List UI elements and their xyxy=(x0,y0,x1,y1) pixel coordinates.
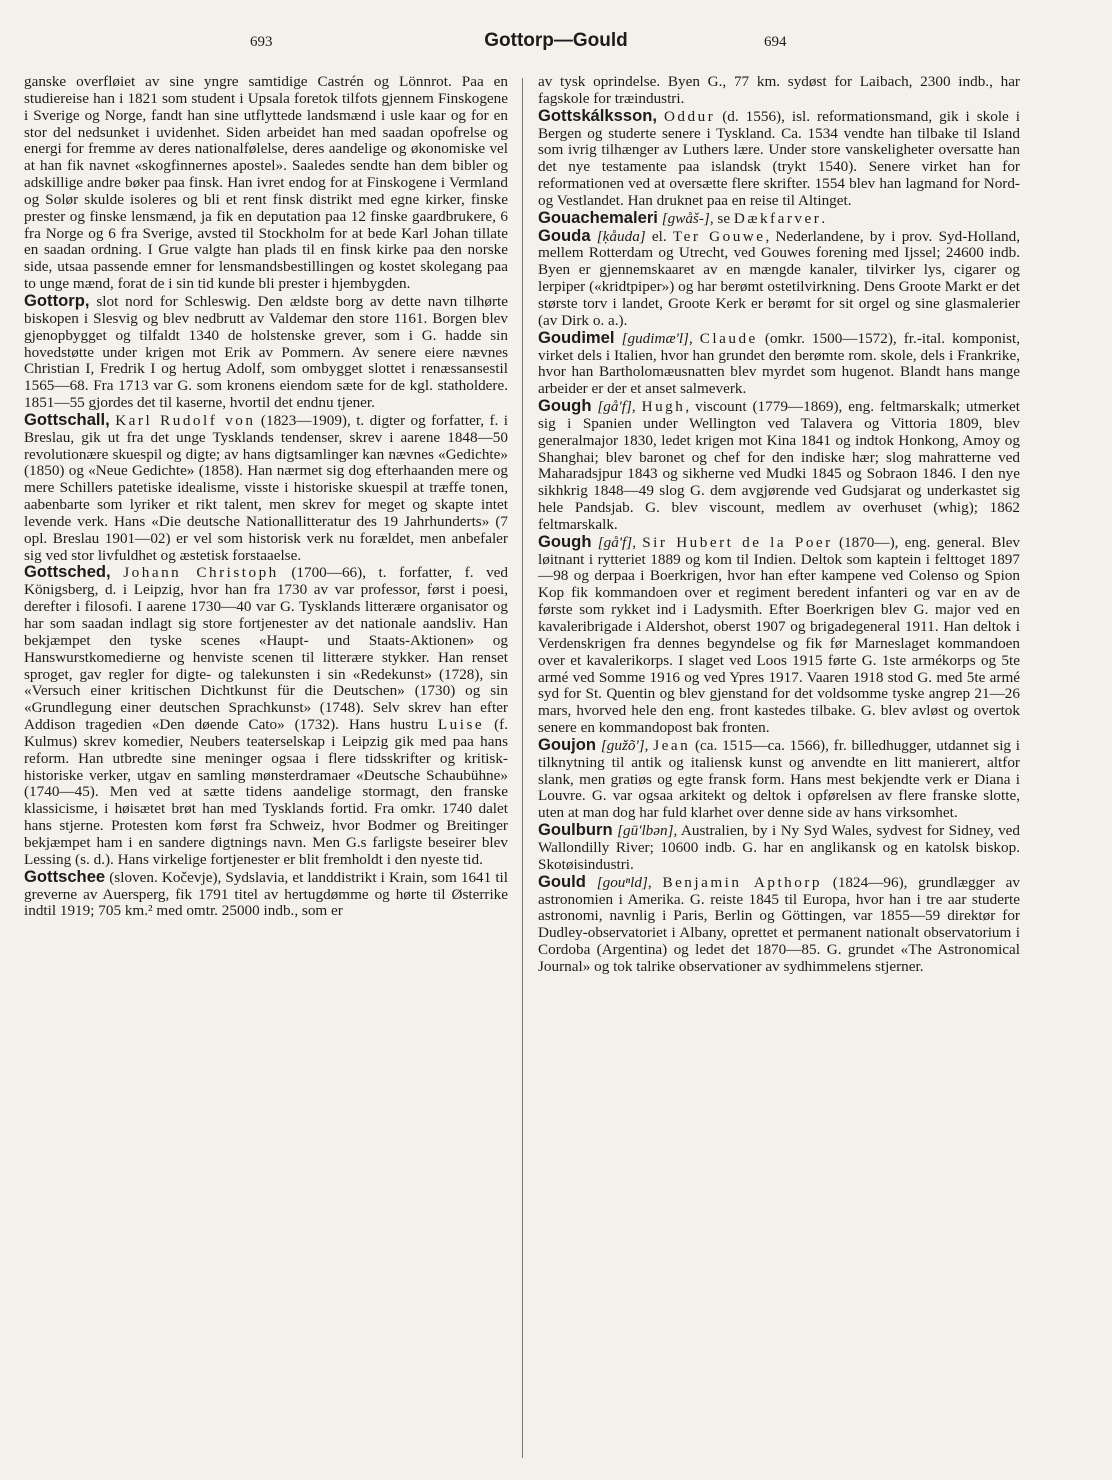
person-name: Johann Christoph xyxy=(123,564,279,582)
entry-gough-hubert xyxy=(538,531,1020,737)
entry-text: , Nederlandene, by i prov. Syd-Holland, mellem Rotterdam og Utrecht, ved Gouwes forening med Ijssel; 24600 indb. Byen er gjennemskaaret av en mængde kanaler, tilvirker lys, cigarer og lerpiper («kridtpiper») og har berømt ostetilvirkning. Dens Groote Markt er det største torv i landet, Groote Kerk er berømt for sit orgel og sine glasmalerier (av Dirk o. a.). xyxy=(538,227,1020,329)
cross-reference: Dækfarver xyxy=(733,209,822,227)
entry-text: (omkr. 1500—1572), fr.-ital. komponist, virket dels i Italien, hvor han grundet den berømte rom. skole, dels i Frankrike, hvor han Bartholomæusnatten blev myrdet som hugenot. Blandt hans mange arbeider er der et anset salmeverk. xyxy=(538,329,1020,398)
entry-text: (1823—1909), t. digter og forfatter, f. i Breslau, gik ut fra det unge Tysklands tendenser, skrev i aarene 1848—50 revolutionære skuespil og digte; av hans digtsamlinger kan nævnes «Gedichte» (1850) og «Neue Gedichte» (1858). Han nærmet sig dog efterhaanden mere og mere Schillers patetiske idealisme, visste i historiske skuespil at træffe tonen, aabenbarte som lyriker et rikt talent, men skrev for meget og skapte intet levende verk. Hans «Die deutsche Nationallitteratur des 19 Jahrhunderts» (7 opl. Breslau 1901—02) er vel som historisk verk nu forældet, men anbefaler sig ved stor livfuldhet og æstetisk forstaaelse. xyxy=(24,411,508,564)
headword: Goulburn xyxy=(538,820,613,840)
entry-text: (1824—96), grundlægger av astronomien i Amerika. G. reiste 1845 til Europa, hvor han i tre aar studerte astronomi, navnlig i Paris, Berlin og Göttingen, var 1855—59 direktør for Dudley-observatoriet i Albany, oprettet et permanent nationalt observatorium i Cordoba (Argentina) og ledet det 1870—85. G. grundet «The Astronomical Journal» og tok talrike observationer av sydhimmelens stjerner. xyxy=(538,873,1020,975)
entry-goujon xyxy=(538,734,1020,822)
person-name: Sir Hubert de la Poer xyxy=(642,533,833,551)
pronunciation: [gwåš-] xyxy=(661,209,710,227)
headword: Gouda xyxy=(538,225,591,245)
pronunciation: [ḳåuda] xyxy=(596,227,646,245)
entry-goudimel xyxy=(538,327,1020,398)
headword: Gottskálksson, xyxy=(538,105,657,125)
entry-gottskalksson xyxy=(538,105,1020,210)
pronunciation: [gå'f] xyxy=(597,533,633,551)
entry-text: slot nord for Schleswig. Den ældste borg av dette navn tilhørte biskopen i Slesvig og blev nedbrutt av Valdemar den store 1161. Borgen blev gjenopbygget og tilfaldt 1340 de holstenske grever, som i G. hadde sin hovedstøtte under krigen mot Erik av Pommern. Av senere eiere nævnes Christian I, Fredrik I og hertug Adolf, som ombygget slottet i renæssansestil 1565—68. Fra 1713 var G. som kronens eiendom sæte for de kgl. statholdere. 1851—55 gjordes det til kaserne, hvortil det endnu tjener. xyxy=(24,292,508,412)
person-name: Claude xyxy=(699,329,758,347)
entry-text: , xyxy=(644,736,654,754)
column-divider xyxy=(522,78,523,1458)
right-page-number: 694 xyxy=(764,34,787,50)
headword: Gottorp, xyxy=(24,290,90,310)
headword: Gough xyxy=(538,531,592,551)
entry-text: el. xyxy=(645,227,673,245)
entry-gould xyxy=(538,871,1020,976)
headword: Gottschee xyxy=(24,866,106,886)
entry-text: (sloven. Kočevje), Sydslavia, et landdistrikt i Krain, som 1641 til greverne av Auersperg, fik 1791 titel av hertugdømme og hørte til Østerrike indtil 1919; 705 km.² med omtr. 25000 indb., som er xyxy=(24,868,508,920)
pronunciation: [gouⁿld] xyxy=(596,873,648,891)
entry-text: (f. Kulmus) skrev komedier, Neubers teaterselskap i Leipzig gik med paa hans reform. Han utbredte sine meninger ogsaa i flere tidsskrifter og kritisk-historiske verker, utgav en samling mønsterdramaer «Deutsche Schaubühne» (1740—45). Men ved at sætte tidens aandelige stormagt, den franske klassicisme, i høisætet brøt han med Tysklands fortid. Fra omkr. 1740 dalet hans stjerne. Protesten kom først fra Schweiz, hvor Bodmer og Breitinger bekjæmpet ham i en sandere digtnings navn. Men G.s farligste beseirer blev Lessing (s. d.). Hans virkelige fortjenester er blit fremholdt i den nyeste tid. xyxy=(24,716,508,868)
headword: Goudimel xyxy=(538,327,615,347)
left-column xyxy=(24,74,508,1469)
right-column xyxy=(538,74,1020,1469)
entry-gottsched xyxy=(24,564,508,868)
continuation-text: av tysk oprindelse. Byen G., 77 km. sydøst for Laibach, 2300 indb., har fagskole for træindustri. xyxy=(538,74,1020,107)
page-header xyxy=(0,30,1112,60)
headword: Goujon xyxy=(538,734,597,754)
headword: Gouachemaleri xyxy=(538,207,658,227)
entry-text: , viscount (1779—1869), eng. feltmarskalk; utmerket sig i Spanien under Wellington ved Talavera og Vittoria 1809, blev generalmajor 1830, ledet krigen mot Kina 1841 og indtok Honkong, Amoy og Shanghai; blev baronet og chef for den indiske hær; slog mahratterne ved Maharadsjpur 1843 og sikherne ved Mudki 1845 og Sobraon 1846. I den nye sikhkrig 1848—49 slog G. dem avgjørende ved Gudsjarat og underkastet sig hele Pandsjab. G. blev viscount, medlem av overhuset (whig); 1862 feltmarskalk. xyxy=(538,398,1020,533)
pronunciation: [gū'lbən] xyxy=(617,822,674,840)
headword: Gottsched, xyxy=(24,562,111,582)
pronunciation: [gå'f] xyxy=(597,398,632,416)
entry-text: , Australien, by i Ny Syd Wales, sydvest for Sidney, ved Wallondilly River; 10600 indb. G. har en anglikansk og en katolsk biskop. Skotøisindustri. xyxy=(538,822,1020,873)
entry-text: (1700—66), t. forfatter, f. ved Königsberg, d. i Leipzig, hvor han fra 1730 av var professor, først i poesi, derefter i filosofi. I aarene 1730—40 var G. Tysklands litterære organisator og har som saadan indlagt sig store fortjenester av det nationale aandsliv. Han bekjæmpet den tyske scenes «Haupt- und Staats-Aktionen» og Hanswurstkomedierne og henviste scenen til litterære stykker. Han renset sproget, gav regler for digte- og talekunsten i sin «Redekunst» (1728), sin «Versuch einer kritischen Dichtkunst für die Deutschen» (1730) og sin «Grundlegung einer deutschen Sprachkunst» (1748). Selv skrev han efter Addison tragedien «Den døende Cato» (1732). Hans hustru xyxy=(24,564,508,734)
entry-text: , xyxy=(647,873,663,891)
entry-gough-hugh xyxy=(538,398,1020,534)
person-name: Jean xyxy=(653,736,691,754)
pronunciation: [gudimæ'l] xyxy=(621,329,689,347)
entry-text: . xyxy=(821,209,826,227)
person-name: Luise xyxy=(437,716,485,734)
entry-gouachemaleri xyxy=(538,207,1020,228)
pronunciation: [gužõ'] xyxy=(600,736,645,754)
person-name: Hugh xyxy=(641,398,686,416)
person-name: Karl Rudolf von xyxy=(115,411,256,429)
entry-text: (1870—), eng. general. Blev løitnant i rytteriet 1889 og kom til Indien. Deltok som kaptein i felttoget 1897—98 og derpaa i Boerkrigen, hvor han efter kampene ved Colenso og Spion Kop fik kommandoen over et regiment beredent infanteri og var en av de første som rykket ind i Ladysmith. Efter Boerkrigen blev G. major ved en kavaleribrigade i Aldershot, oberst 1907 og brigadegeneral 1911. Han deltok i Verdenskrigen fra dennes begyndelse og fik før Marneslaget kommandoen over et kavalerikorps. I slaget ved Loos 1915 førte G. 1ste armékorps og 5te armé ved Somme 1916 og ved Ypres 1917. Vaaren 1918 stod G. med 5te armé syd for St. Quentin og blev gjenstand for det voldsomme tyske angrep 21—26 mars, hvorved hele den eng. front kastedes tilbake. G. blev avløst og overtok senere en kommandopost bak fronten. xyxy=(538,533,1020,737)
entry-text: , xyxy=(631,398,642,416)
entry-goulburn xyxy=(538,822,1020,874)
entry-gottschee xyxy=(24,866,508,921)
headword: Gould xyxy=(538,871,586,891)
entry-text: , xyxy=(632,533,643,551)
entry-gottorp xyxy=(24,290,508,412)
page-title: Gottorp—Gould xyxy=(484,30,628,51)
entry-gouda xyxy=(538,225,1020,330)
continuation-text: ganske overfløiet av sine yngre samtidige Castrén og Lönnrot. Paa en studiereise han i 1821 som student i Upsala foretok tilfots gjennem Finskogene i Sverige og Norge, fandt han sine utflyttede landsmænd i usle kaar og for en stor del nedsunket i uvidenhet. Siden arbeidet han med saadan opofrelse og energi for fremme av deres nationalfølelse, deres aandelige og økonomiske vel at han fik navnet «skogfinnernes apostel». Saaledes sendte han dem bibler og adskillige andre bøker paa finsk. Han ivret endog for at Finskogene i Vermland og Solør skulde isoleres og bli et rent finsk distrikt med egne kirker, finske prester og finske lensmænd, ja fik en deputation paa 12 finske gaardbrukere, 6 fra Norge og 6 fra Sverige, avsted til Stockholm for at bede Karl Johan tillate en saadan ordning. I Grue valgte han plads til en finsk kirke paa den norske side, utsaa passende emner for lensmandsbestillingen og kostet skolegang paa to unge mænd, forat de i sin tid kunde bli prester i hjembygden. xyxy=(24,74,508,293)
entry-text: (d. 1556), isl. reformationsmand, gik i skole i Bergen og studerte senere i Tyskland. Ca. 1534 vendte han tilbake til Island som ivrig tilhænger av Luthers lære. Under store vanskeligheter oversatte han det nye testamente paa islandsk (trykt 1540). Senere virket han for reformationen ved at oversætte flere skrifter. 1554 blev han lagmand for Nord- og Vestlandet. Han druknet paa en reise til Altinget. xyxy=(538,107,1020,209)
alt-name: Ter Gouwe xyxy=(672,227,766,245)
headword: Gottschall, xyxy=(24,409,110,429)
left-page-number: 693 xyxy=(250,34,273,50)
entry-text: (ca. 1515—ca. 1566), fr. billedhugger, utdannet sig i tilknytning til antik og italiensk kunst og anvendte en litt manierert, altfor slank, men gratiøs og egte fransk form. Hans mest bekjendte verk er Diana i Louvre. G. var ogsaa arkitekt og deltok i opførelsen av flere franske slotte, uten at man dog har fuld klarhet over denne side av hans virksomhet. xyxy=(538,736,1020,822)
entry-gottschall xyxy=(24,409,508,565)
headword: Gough xyxy=(538,396,592,416)
entry-text: , se xyxy=(709,209,734,227)
person-name: Oddur xyxy=(663,107,716,125)
person-name: Benjamin Apthorp xyxy=(662,873,823,891)
entry-text: , xyxy=(688,329,700,347)
